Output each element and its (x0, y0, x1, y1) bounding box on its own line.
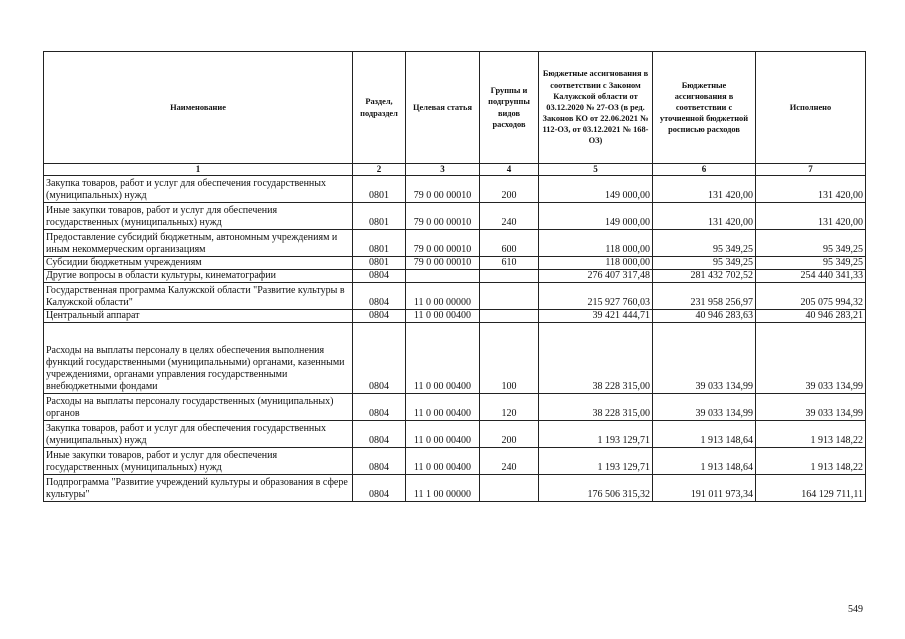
row-name: Закупка товаров, работ и услуг для обеспечения государственных (муниципальных) нужд (44, 176, 353, 203)
table-row (44, 448, 866, 475)
row-refined-allocation: 281 432 702,52 (653, 270, 756, 283)
row-executed: 1 913 148,22 (756, 421, 866, 448)
row-expense-group (480, 310, 539, 323)
row-name: Субсидии бюджетным учреждениям (44, 257, 353, 270)
row-expense-group: 610 (480, 257, 539, 270)
row-law-allocation: 1 193 129,71 (539, 421, 653, 448)
row-refined-allocation: 1 913 148,64 (653, 421, 756, 448)
row-target-article: 11 1 00 00000 (406, 475, 480, 502)
row-section: 0804 (353, 394, 406, 421)
row-executed: 40 946 283,21 (756, 310, 866, 323)
row-target-article: 79 0 00 00010 (406, 176, 480, 203)
row-expense-group: 200 (480, 421, 539, 448)
row-law-allocation: 176 506 315,32 (539, 475, 653, 502)
row-executed: 39 033 134,99 (756, 394, 866, 421)
table-row (44, 203, 866, 230)
row-target-article: 11 0 00 00400 (406, 421, 480, 448)
table-row (44, 323, 866, 394)
row-target-article: 11 0 00 00400 (406, 394, 480, 421)
row-law-allocation: 38 228 315,00 (539, 394, 653, 421)
row-law-allocation: 118 000,00 (539, 257, 653, 270)
table-row (44, 421, 866, 448)
row-target-article: 79 0 00 00010 (406, 230, 480, 257)
row-target-article: 11 0 00 00400 (406, 323, 480, 394)
row-target-article: 11 0 00 00000 (406, 283, 480, 310)
row-executed: 131 420,00 (756, 176, 866, 203)
column-number: 3 (406, 164, 480, 176)
row-executed: 254 440 341,33 (756, 270, 866, 283)
row-name: Подпрограмма "Развитие учреждений культуры и образования в сфере культуры" (44, 475, 353, 502)
row-name: Государственная программа Калужской области "Развитие культуры в Калужской области" (44, 283, 353, 310)
row-expense-group: 120 (480, 394, 539, 421)
row-section: 0804 (353, 323, 406, 394)
table-row (44, 176, 866, 203)
row-name: Расходы на выплаты персоналу государственных (муниципальных) органов (44, 394, 353, 421)
header-refined-allocations: Бюджетные ассигнования в соответствии с уточненной бюджетной росписью расходов (653, 52, 756, 164)
column-number: 4 (480, 164, 539, 176)
row-refined-allocation: 131 420,00 (653, 176, 756, 203)
row-name: Иные закупки товаров, работ и услуг для обеспечения государственных (муниципальных) нужд (44, 203, 353, 230)
row-section: 0804 (353, 448, 406, 475)
row-executed: 131 420,00 (756, 203, 866, 230)
row-name: Иные закупки товаров, работ и услуг для обеспечения государственных (муниципальных) нужд (44, 448, 353, 475)
column-number-row (44, 164, 866, 176)
row-target-article: 11 0 00 00400 (406, 310, 480, 323)
row-target-article: 11 0 00 00400 (406, 448, 480, 475)
row-section: 0804 (353, 270, 406, 283)
header-target-article: Целевая статья (406, 52, 480, 164)
row-section: 0804 (353, 475, 406, 502)
row-law-allocation: 1 193 129,71 (539, 448, 653, 475)
row-executed: 205 075 994,32 (756, 283, 866, 310)
column-number: 5 (539, 164, 653, 176)
row-expense-group: 240 (480, 448, 539, 475)
row-section: 0804 (353, 283, 406, 310)
row-law-allocation: 38 228 315,00 (539, 323, 653, 394)
table-row (44, 310, 866, 323)
row-law-allocation: 39 421 444,71 (539, 310, 653, 323)
row-law-allocation: 118 000,00 (539, 230, 653, 257)
row-refined-allocation: 95 349,25 (653, 257, 756, 270)
row-law-allocation: 215 927 760,03 (539, 283, 653, 310)
column-number: 6 (653, 164, 756, 176)
row-expense-group: 240 (480, 203, 539, 230)
table-row (44, 283, 866, 310)
row-section: 0801 (353, 257, 406, 270)
row-executed: 95 349,25 (756, 257, 866, 270)
row-refined-allocation: 231 958 256,97 (653, 283, 756, 310)
table-header-row (44, 52, 866, 164)
row-law-allocation: 149 000,00 (539, 203, 653, 230)
row-law-allocation: 149 000,00 (539, 176, 653, 203)
budget-table (43, 51, 866, 502)
header-section: Раздел, подраздел (353, 52, 406, 164)
column-number: 7 (756, 164, 866, 176)
row-target-article: 79 0 00 00010 (406, 257, 480, 270)
row-expense-group (480, 270, 539, 283)
header-name: Наименование (44, 52, 353, 164)
row-executed: 1 913 148,22 (756, 448, 866, 475)
row-refined-allocation: 131 420,00 (653, 203, 756, 230)
row-section: 0801 (353, 176, 406, 203)
column-number: 1 (44, 164, 353, 176)
row-target-article (406, 270, 480, 283)
row-section: 0801 (353, 203, 406, 230)
table-row (44, 475, 866, 502)
header-executed: Исполнено (756, 52, 866, 164)
row-expense-group: 100 (480, 323, 539, 394)
row-refined-allocation: 95 349,25 (653, 230, 756, 257)
row-refined-allocation: 39 033 134,99 (653, 394, 756, 421)
row-section: 0804 (353, 421, 406, 448)
row-refined-allocation: 40 946 283,63 (653, 310, 756, 323)
table-row (44, 394, 866, 421)
row-name: Центральный аппарат (44, 310, 353, 323)
row-expense-group (480, 283, 539, 310)
row-target-article: 79 0 00 00010 (406, 203, 480, 230)
row-executed: 164 129 711,11 (756, 475, 866, 502)
row-expense-group (480, 475, 539, 502)
row-name: Закупка товаров, работ и услуг для обеспечения государственных (муниципальных) нужд (44, 421, 353, 448)
row-refined-allocation: 1 913 148,64 (653, 448, 756, 475)
page-number: 549 (848, 604, 863, 615)
header-law-allocations: Бюджетные ассигнования в соответствии с Законом Калужской области от 03.12.2020 № 27-ОЗ (в ред. Законов КО от 22.06.2021 № 112-ОЗ, от 03.12.2021 № 168-ОЗ) (539, 52, 653, 164)
row-section: 0801 (353, 230, 406, 257)
row-name: Расходы на выплаты персоналу в целях обеспечения выполнения функций государственными (муниципальными) органами, казенными учреждениями, органами управления государственными внебюджетными фондами (44, 323, 353, 394)
table-row (44, 257, 866, 270)
column-number: 2 (353, 164, 406, 176)
row-name: Другие вопросы в области культуры, кинематографии (44, 270, 353, 283)
header-expense-group: Группы и подгруппы видов расходов (480, 52, 539, 164)
row-expense-group: 600 (480, 230, 539, 257)
table-row (44, 270, 866, 283)
row-section: 0804 (353, 310, 406, 323)
row-refined-allocation: 191 011 973,34 (653, 475, 756, 502)
row-executed: 39 033 134,99 (756, 323, 866, 394)
row-name: Предоставление субсидий бюджетным, автономным учреждениям и иным некоммерческим организациям (44, 230, 353, 257)
row-refined-allocation: 39 033 134,99 (653, 323, 756, 394)
row-law-allocation: 276 407 317,48 (539, 270, 653, 283)
table-row (44, 230, 866, 257)
row-executed: 95 349,25 (756, 230, 866, 257)
row-expense-group: 200 (480, 176, 539, 203)
